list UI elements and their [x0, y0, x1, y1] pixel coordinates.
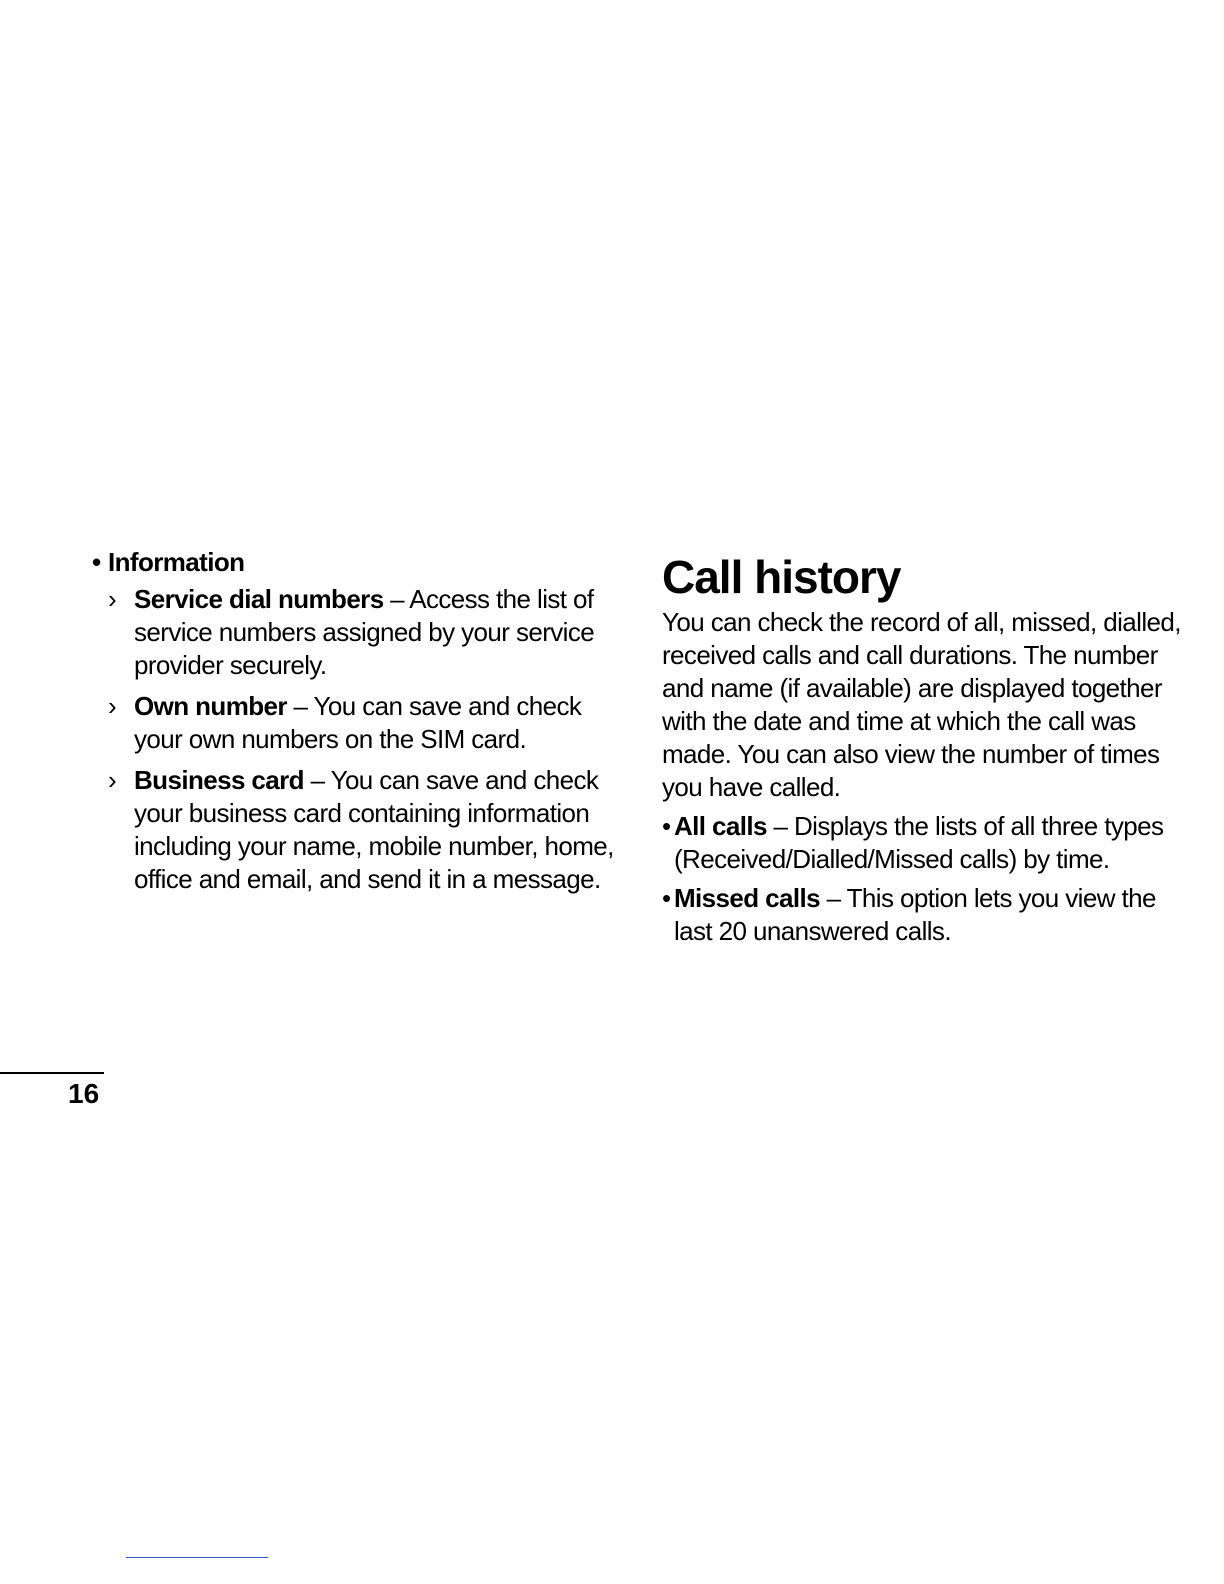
own-number-term: Own number	[134, 691, 287, 721]
business-card-term: Business card	[134, 765, 304, 795]
own-number-desc: – You can save and check your own numbers on the SIM card.	[134, 691, 582, 754]
call-history-intro: You can check the record of all, missed, dialled, received calls and call durations. The number and name (if available) are displayed together with the date and time at which the call was made. You can also view the number of times you have called.	[662, 607, 1181, 802]
chevron-right-icon: ›	[108, 691, 117, 721]
information-label: Information	[108, 547, 245, 577]
information-heading	[92, 546, 622, 579]
missed-calls-desc: – This option lets you view the last 20 unanswered calls.	[674, 883, 1156, 946]
service-dial-numbers-item	[108, 583, 622, 682]
all-calls-desc: – Displays the lists of all three types (Received/Dialled/Missed calls) by time.	[674, 811, 1164, 874]
business-card-desc: – You can save and check your business card containing information including your name, mobile number, home, office and email, and send it in a message.	[134, 765, 614, 894]
page-number: 16	[68, 1078, 100, 1109]
all-calls-term: All calls	[674, 811, 767, 841]
bullet-glyph: •	[92, 547, 101, 577]
service-dial-numbers-term: Service dial numbers	[134, 584, 384, 614]
service-dial-numbers-desc: – Access the list of service numbers assigned by your service provider securely.	[134, 584, 595, 680]
missed-calls-term: Missed calls	[674, 883, 820, 913]
right-column	[662, 550, 1182, 954]
bullet-glyph: •	[662, 883, 671, 913]
call-history-heading: Call history	[662, 551, 901, 603]
all-calls-item	[662, 810, 1182, 876]
bullet-glyph: •	[662, 811, 671, 841]
chevron-right-icon: ›	[108, 584, 117, 614]
business-card-item	[108, 764, 622, 896]
own-number-item	[108, 690, 622, 756]
left-column	[92, 546, 622, 904]
chevron-right-icon: ›	[108, 765, 117, 795]
bottom-underline	[126, 1557, 268, 1558]
footer-rule	[0, 1072, 104, 1074]
missed-calls-item	[662, 882, 1182, 948]
